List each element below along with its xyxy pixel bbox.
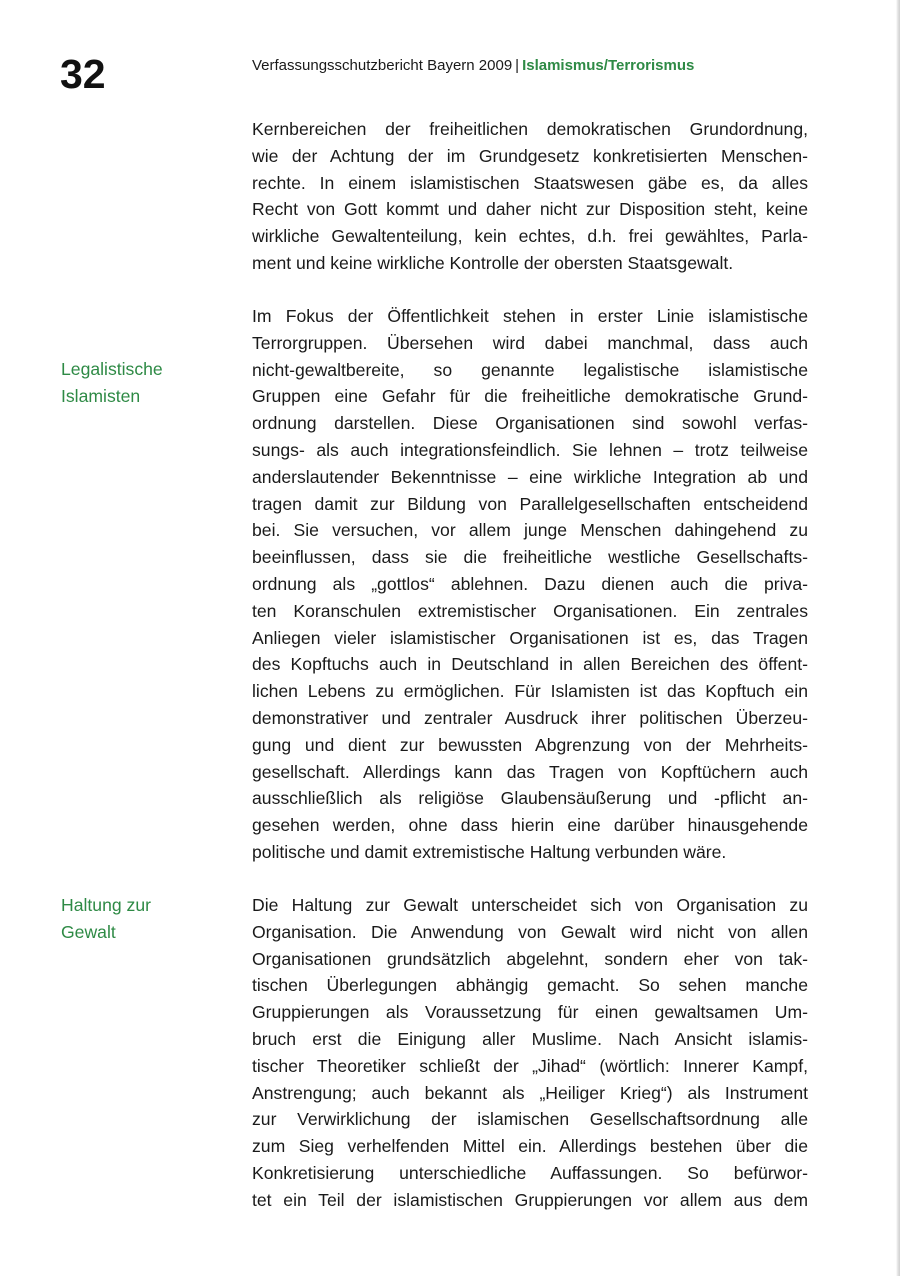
text-line: tischer Theoretiker schließt der „Jihad“ (wörtlich: Innerer Kampf, — [252, 1055, 808, 1076]
text-line: wie der Achtung der im Grundgesetz konkretisierten Menschen- — [252, 145, 808, 166]
text-line: Organisation. Die Anwendung von Gewalt wird nicht von allen — [252, 921, 808, 942]
text-line: ordnung darstellen. Diese Organisationen sind sowohl verfas- — [252, 413, 808, 434]
text-line: Organisationen grundsätzlich abgelehnt, sondern eher von tak- — [252, 948, 808, 969]
text-line: Terrorgruppen. Übersehen wird dabei manchmal, dass auch — [252, 332, 808, 353]
publication-title: Verfassungsschutzbericht Bayern 2009 — [252, 57, 513, 74]
text-line: Anliegen vieler islamistischer Organisationen ist es, das Tragen — [252, 627, 808, 648]
text-line: ausschließlich als religiöse Glaubensäußerung und -pflicht an- — [252, 788, 808, 809]
paragraph-2 — [252, 303, 808, 866]
text-line: Recht von Gott kommt und daher nicht zur Disposition steht, keine — [252, 199, 808, 220]
text-line: rechte. In einem islamistischen Staatswesen gäbe es, da alles — [252, 172, 808, 193]
text-line: gesellschaft. Allerdings kann das Tragen von Kopftüchern auch — [252, 761, 808, 782]
text-line: bruch erst die Einigung aller Muslime. Nach Ansicht islamis- — [252, 1028, 808, 1049]
running-head — [252, 56, 694, 76]
text-line: bei. Sie versuchen, vor allem junge Menschen dahingehend zu — [252, 520, 808, 541]
page-edge — [896, 0, 900, 1276]
page-number: 32 — [60, 51, 106, 97]
text-line: gung und dient zur bewussten Abgrenzung von der Mehrheits- — [252, 734, 808, 755]
text-line: zur Verwirklichung der islamischen Gesellschaftsordnung alle — [252, 1109, 808, 1130]
text-line: politische und damit extremistische Haltung verbunden wäre. — [252, 841, 727, 862]
text-line: gesehen werden, ohne dass hierin eine darüber hinausgehende — [252, 815, 808, 836]
text-line: demonstrativer und zentraler Ausdruck ihrer politischen Überzeu- — [252, 707, 808, 728]
text-line: zum Sieg verhelfenden Mittel ein. Allerdings bestehen über die — [252, 1136, 808, 1157]
text-line: ten Koranschulen extremistischer Organisationen. Ein zentrales — [252, 600, 808, 621]
text-line: ordnung als „gottlos“ ablehnen. Dazu dienen auch die priva- — [252, 573, 808, 594]
text-line: Gruppen eine Gefahr für die freiheitliche demokratische Grund- — [252, 386, 808, 407]
text-line: Kernbereichen der freiheitlichen demokratischen Grundordnung, — [252, 119, 808, 139]
paragraph-1 — [252, 116, 808, 277]
header-separator: | — [515, 57, 520, 74]
text-line: anderslautender Bekenntnisse – eine wirkliche Integration ab und — [252, 466, 808, 487]
text-line: tischen Überlegungen abhängig gemacht. So sehen manche — [252, 975, 808, 996]
text-line: Im Fokus der Öffentlichkeit stehen in erster Linie islamistische — [252, 306, 808, 326]
margin-note-line: Gewalt — [61, 921, 116, 942]
margin-note-line: Legalistische — [61, 359, 163, 379]
text-line: tet ein Teil der islamistischen Gruppierungen vor allem aus dem — [252, 1189, 808, 1210]
paragraph-3 — [252, 892, 808, 1214]
text-line: Anstrengung; auch bekannt als „Heiliger Krieg“) als Instrument — [252, 1082, 808, 1103]
text-line: tragen damit zur Bildung von Parallelgesellschaften entscheidend — [252, 493, 808, 514]
section-title: Islamismus/Terrorismus — [522, 57, 695, 74]
margin-note-line: Haltung zur — [61, 895, 151, 915]
text-line: Gruppierungen als Voraussetzung für einen gewaltsamen Um- — [252, 1002, 808, 1023]
text-line: beeinflussen, dass sie die freiheitliche westliche Gesellschafts- — [252, 547, 808, 568]
margin-note-legalistische-islamisten — [61, 356, 163, 410]
text-line: des Kopftuchs auch in Deutschland in allen Bereichen des öffent- — [252, 654, 808, 675]
margin-note-line: Islamisten — [61, 385, 141, 406]
text-line: ment und keine wirkliche Kontrolle der obersten Staatsgewalt. — [252, 252, 734, 273]
text-line: Die Haltung zur Gewalt unterscheidet sich von Organisation zu — [252, 895, 808, 915]
text-line: nicht-gewaltbereite, so genannte legalistische islamistische — [252, 359, 808, 380]
text-line: sungs- als auch integrationsfeindlich. Sie lehnen – trotz teilweise — [252, 439, 808, 460]
text-line: lichen Lebens zu ermöglichen. Für Islamisten ist das Kopftuch ein — [252, 681, 808, 702]
text-line: Konkretisierung unterschiedliche Auffassungen. So befürwor- — [252, 1162, 808, 1183]
margin-note-haltung-zur-gewalt — [61, 892, 151, 946]
text-line: wirkliche Gewaltenteilung, kein echtes, d.h. frei gewähltes, Parla- — [252, 226, 808, 247]
